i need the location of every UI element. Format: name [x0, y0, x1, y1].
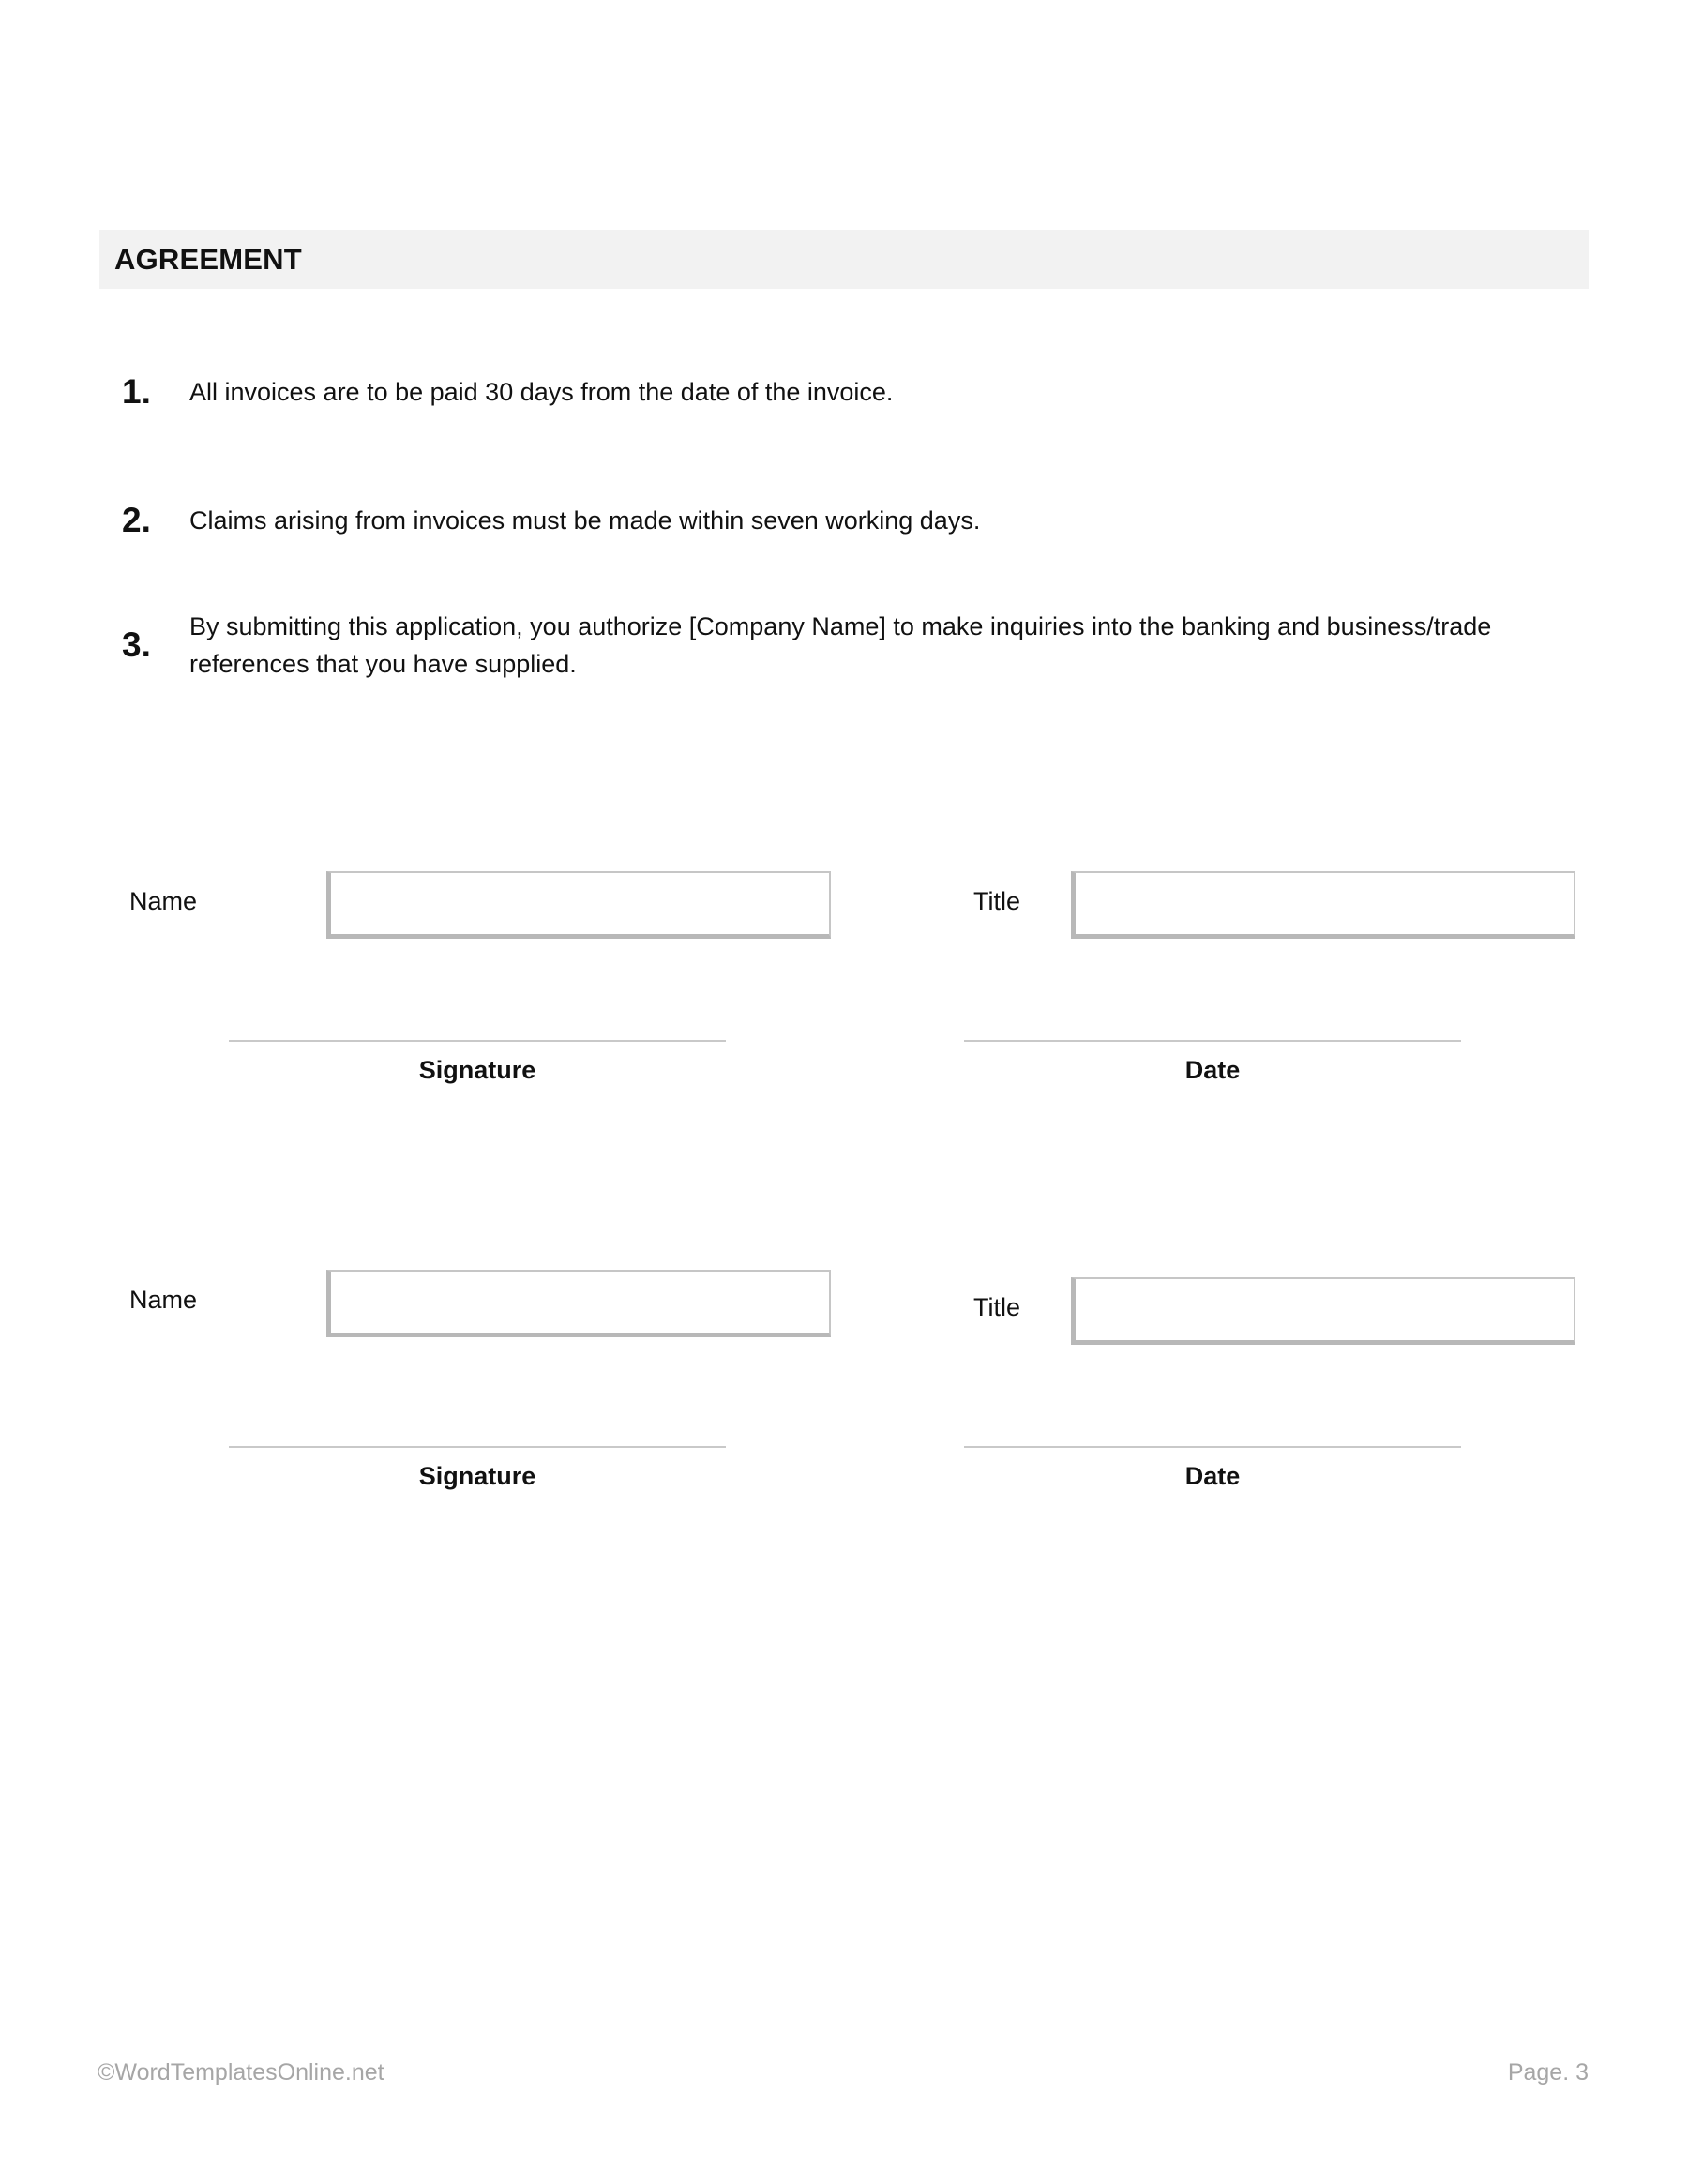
- clause-text: Claims arising from invoices must be made within seven working days.: [189, 506, 981, 535]
- clause-item: [113, 608, 1538, 683]
- footer-page-number: Page. 3: [1507, 2059, 1589, 2086]
- section-title: AGREEMENT: [114, 242, 302, 276]
- clause-item: [113, 501, 1538, 540]
- title-input[interactable]: [1071, 1277, 1575, 1345]
- name-input[interactable]: [326, 871, 831, 939]
- clause-text: By submitting this application, you authorize [Company Name] to make inquiries into the banking and business/trade references that you have supplied.: [189, 612, 1492, 678]
- clause-number: 1.: [122, 372, 151, 411]
- clause-number: 2.: [122, 501, 151, 539]
- clause-item: [113, 372, 1538, 412]
- signature-label: Signature: [418, 1462, 536, 1490]
- date-line[interactable]: [964, 1040, 1461, 1042]
- footer-copyright: ©WordTemplatesOnline.net: [98, 2059, 384, 2086]
- name-input[interactable]: [326, 1270, 831, 1337]
- clause-number: 3.: [122, 625, 151, 664]
- signature-line[interactable]: [229, 1446, 726, 1448]
- date-label: Date: [1184, 1462, 1241, 1490]
- clause-text: All invoices are to be paid 30 days from the date of the invoice.: [189, 378, 894, 406]
- name-label: Name: [129, 887, 198, 915]
- name-label: Name: [129, 1286, 198, 1314]
- title-label: Title: [973, 1293, 1021, 1321]
- title-label: Title: [973, 887, 1021, 915]
- title-input[interactable]: [1071, 871, 1575, 939]
- signature-label: Signature: [418, 1056, 536, 1084]
- date-line[interactable]: [964, 1446, 1461, 1448]
- signature-line[interactable]: [229, 1040, 726, 1042]
- date-label: Date: [1184, 1056, 1241, 1084]
- agreement-section-header: [99, 230, 1589, 289]
